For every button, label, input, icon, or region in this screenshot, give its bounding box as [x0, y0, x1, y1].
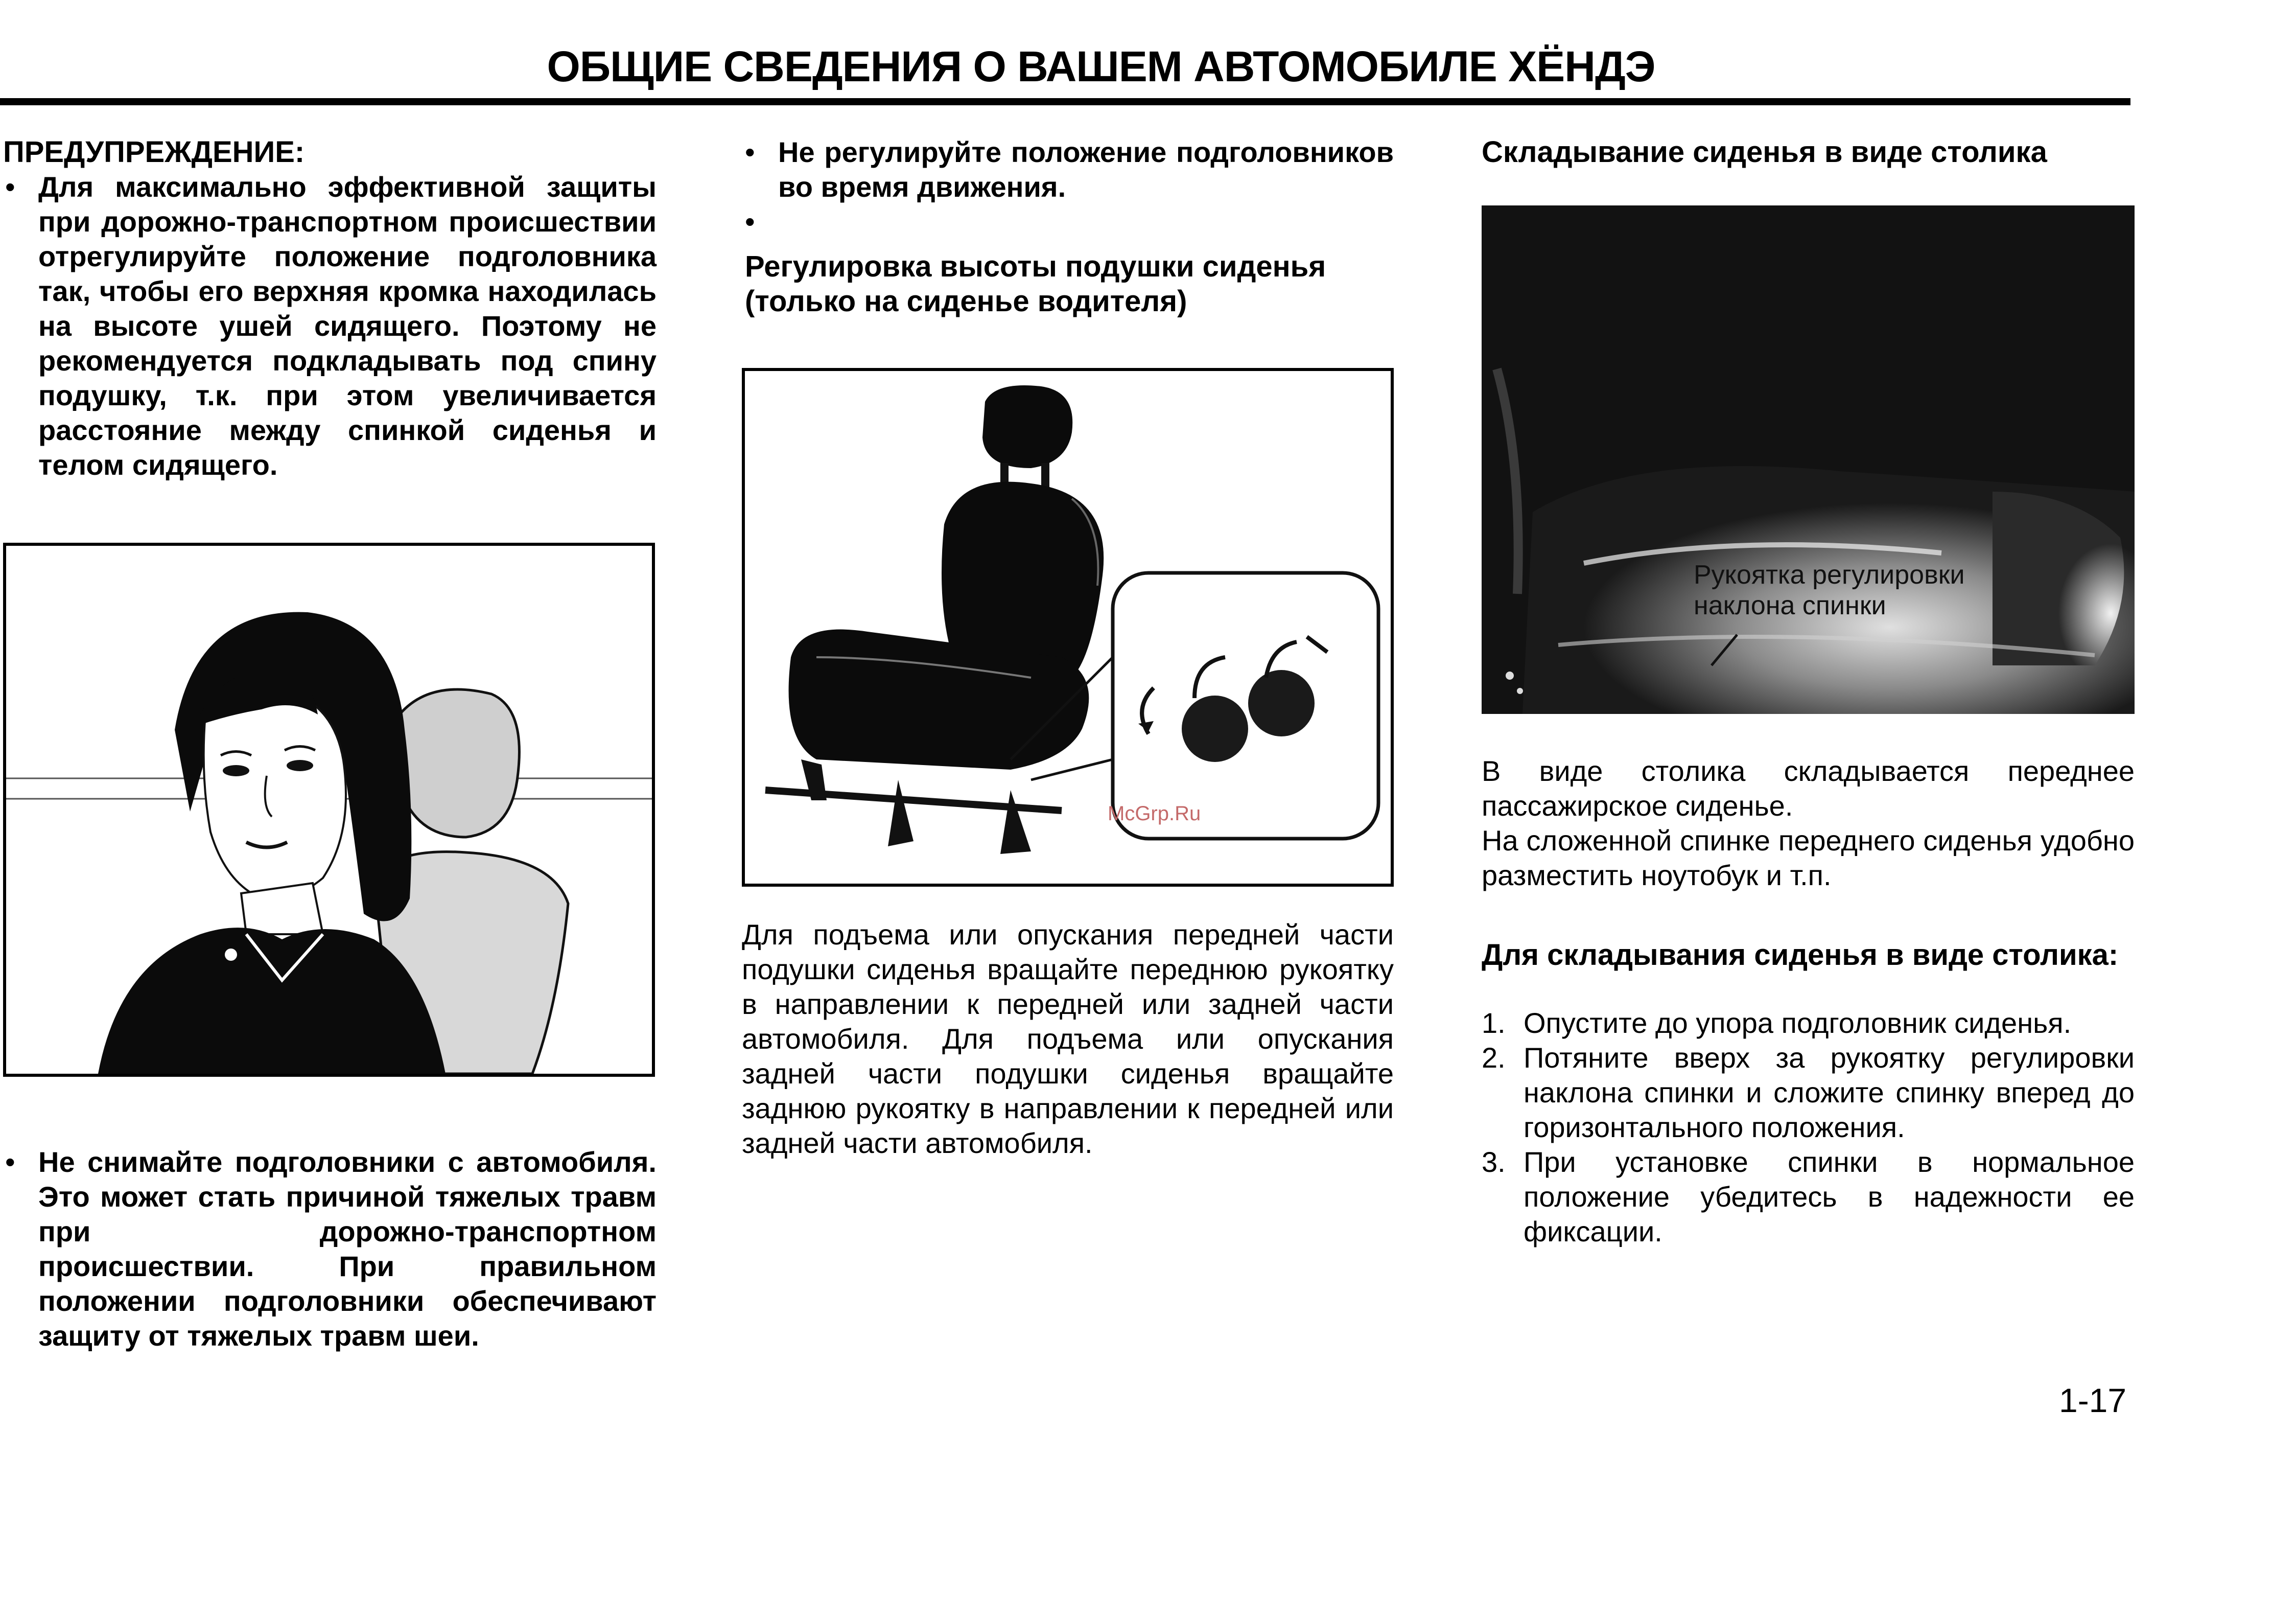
seat-height-instructions: Для подъема или опускания передней части подушки сиденья вращайте переднюю рукоятку в направлении к передней или задней части автомобиля. Для подъема или опускания задней части подушки сиденья вращайте заднюю рукоятку в направлении к передней или задней части автомобиля.	[742, 918, 1394, 1159]
empty-bullet: •	[745, 205, 755, 238]
page-title: ОБЩИЕ СВЕДЕНИЯ О ВАШЕМ АВТОМОБИЛЕ ХЁНДЭ	[547, 42, 1655, 90]
figure-headrest-position	[3, 543, 655, 1077]
table-fold-description-1: В виде столика складывается переднее пассажирское сиденье.	[1482, 755, 2135, 822]
watermark: McGrp.Ru	[1108, 802, 1201, 825]
steps-list	[1482, 1006, 2135, 1249]
step-number: 2.	[1482, 1042, 1506, 1074]
table-fold-description-2: На сложенной спинке переднего сиденья удобно разместить ноутобук и т.п.	[1482, 824, 2135, 891]
list-item	[1482, 1006, 2135, 1041]
step-text: Опустите до упора подголовник сиденья.	[1524, 1007, 2072, 1039]
list-item	[1482, 1041, 2135, 1145]
photo-label-line1: Рукоятка регулировки	[1694, 560, 1965, 590]
warning-bullet-text: Не снимайте подголовники с автомобиля. Это может стать причиной тяжелых травм при дорожно-транспортном происшествии. При правильном положении подголовники обеспечивают защиту от тяжелых травм шеи.	[38, 1146, 657, 1352]
section-heading-table-fold: Складывание сиденья в виде столика	[1482, 135, 2047, 169]
warning-bullet-text: Для максимально эффективной защиты при дорожно-транспортном происшествии отрегулируйте положение подголовника так, чтобы его верхняя кромка находилась на высоте ушей сидящего. Поэтому не рекомендуется подкладывать под спину подушку, т.к. при этом увеличивается расстояние между спинкой сиденья и телом сидящего.	[38, 171, 657, 481]
page-number: 1-17	[2059, 1381, 2127, 1419]
figure-seat-height-knobs	[742, 368, 1394, 887]
warning-bullet-headrest-height: • Для максимально эффективной защиты при дорожно-транспортном происшествии отрегулируйте положение подголовника так, чтобы его верхняя кромка находилась на высоте ушей сидящего. Поэтому не рекомендуется подкладывать под спину подушку, т.к. при этом увеличивается расстояние между спинкой сиденья и телом сидящего.	[5, 170, 657, 482]
title-divider	[0, 98, 2130, 105]
warning-heading: ПРЕДУПРЕЖДЕНИЕ:	[3, 135, 305, 169]
section-heading-seat-height: Регулировка высоты подушки сиденья (только на сиденье водителя)	[745, 250, 1326, 318]
warning-bullet-headrest-removal: • Не снимайте подголовники с автомобиля. Это может стать причиной тяжелых травм при дорожно-транспортном происшествии. При правильном положении подголовники обеспечивают защиту от тяжелых травм шеи.	[5, 1145, 657, 1353]
photo-label-line2: наклона спинки	[1694, 591, 1886, 620]
steps-heading: Для складывания сиденья в виде столика:	[1482, 938, 2119, 972]
warning-bullet-no-adjust-driving: • Не регулируйте положение подголовников во время движения.	[745, 135, 1394, 204]
step-number: 3.	[1482, 1146, 1506, 1178]
list-item	[1482, 1145, 2135, 1249]
warning-bullet-text: Не регулируйте положение подголовников во время движения.	[778, 136, 1394, 203]
step-number: 1.	[1482, 1007, 1506, 1039]
step-text: При установке спинки в нормальное положение убедитесь в надежности ее фиксации.	[1524, 1146, 2135, 1247]
photo-seat-recline-lever	[1482, 205, 2135, 714]
table-fold-description	[1482, 754, 2135, 893]
step-text: Потяните вверх за рукоятку регулировки наклона спинки и сложите спинку вперед до горизонтального положения.	[1524, 1042, 2135, 1143]
